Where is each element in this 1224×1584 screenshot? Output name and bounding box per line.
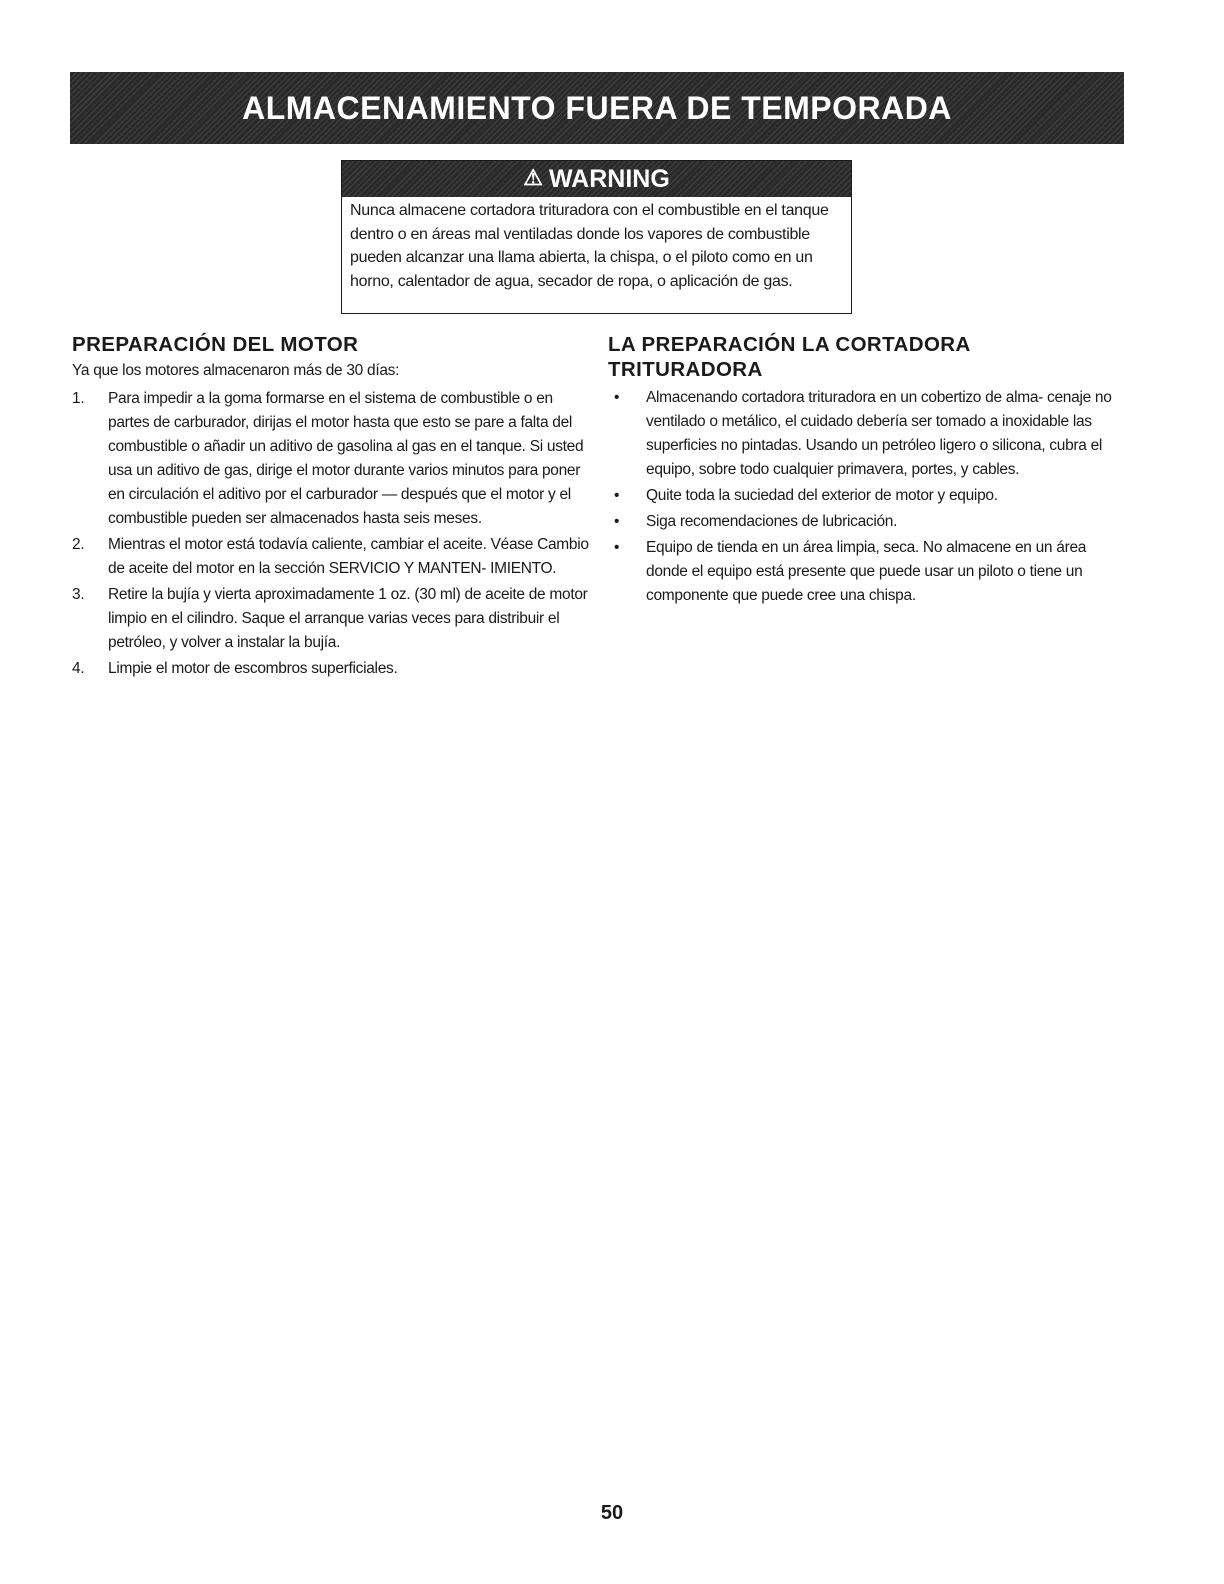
list-item <box>608 510 1128 534</box>
list-item-number: 4. <box>72 660 85 677</box>
list-item-text: Retire la bujía y vierta aproximadamente 1 oz. (30 ml) de aceite de motor limpio en el cilindro. Saque el arranque varias veces para distribuir el petróleo, y volver a instalar la bujía. <box>108 586 588 651</box>
list-item-text: Siga recomendaciones de lubricación. <box>646 513 898 530</box>
warning-title: WARNING <box>548 164 670 193</box>
list-item <box>608 536 1128 608</box>
list-item-text: Mientras el motor está todavía caliente, cambiar el aceite. Véase Cambio de aceite del motor en la sección SERVICIO Y MANTEN- IMIENTO. <box>108 536 589 577</box>
list-item-number: 2. <box>72 536 85 553</box>
mower-prep-list <box>608 386 1128 608</box>
list-item <box>72 387 592 531</box>
list-item <box>608 386 1128 482</box>
list-item-text: Quite toda la suciedad del exterior de motor y equipo. <box>646 487 998 504</box>
list-item-text: Equipo de tienda en un área limpia, seca. No almacene en un área donde el equipo está presente que puede usar un piloto o tiene un componente que puede cree una chispa. <box>646 539 1087 604</box>
list-item-text: Para impedir a la goma formarse en el sistema de combustible o en partes de carburador, dirijas el motor hasta que esto se pare a falta del combustible o añadir un aditivo de gasolina al gas en el tanque. Si usted usa un aditivo de gas, dirige el motor durante varios minutos para poner en circulación el aditivo por el carburador — después que el motor y el combustible pueden ser almacenados hasta seis meses. <box>108 390 584 527</box>
motor-prep-section <box>72 332 592 683</box>
warning-box <box>341 160 852 314</box>
motor-prep-list <box>72 387 592 681</box>
list-item-number: 1. <box>72 390 85 407</box>
bullet-icon: • <box>614 389 620 406</box>
list-item <box>608 484 1128 508</box>
warning-triangle-icon: ⚠ <box>523 165 543 190</box>
bullet-icon: • <box>614 513 620 530</box>
warning-header <box>342 161 851 197</box>
motor-prep-title: PREPARACIÓN DEL MOTOR <box>72 333 359 356</box>
list-item <box>72 533 592 581</box>
warning-text: Nunca almacene cortadora trituradora con el combustible en el tanque dentro o en áreas mal ventiladas donde los vapores de combustible pueden alcanzar una llama abierta, la chispa, o el piloto como en un horno, calentador de agua, secador de ropa, o aplicación de gas. <box>350 202 829 290</box>
list-item <box>72 583 592 655</box>
bullet-icon: • <box>614 487 620 504</box>
page-number: 50 <box>600 1502 624 1524</box>
motor-prep-intro: Ya que los motores almacenaron más de 30 días: <box>72 362 400 379</box>
list-item-number: 3. <box>72 586 85 603</box>
page-title: ALMACENAMIENTO FUERA DE TEMPORADA <box>242 89 952 126</box>
mower-prep-section <box>608 332 1128 610</box>
list-item <box>72 657 592 681</box>
bullet-icon: • <box>614 539 620 556</box>
list-item-text: Almacenando cortadora trituradora en un cobertizo de alma- cenaje no ventilado o metálico, el cuidado debería ser tomado a inoxidable las superficies no pintadas. Usando un petróleo ligero o silicona, cubra el equipo, sobre todo cualquier primavera, portes, y cables. <box>646 389 1112 478</box>
list-item-text: Limpie el motor de escombros superficiales. <box>108 660 398 677</box>
page-banner <box>70 72 1124 144</box>
mower-prep-title: LA PREPARACIÓN LA CORTADORA TRITURADORA <box>608 333 970 381</box>
